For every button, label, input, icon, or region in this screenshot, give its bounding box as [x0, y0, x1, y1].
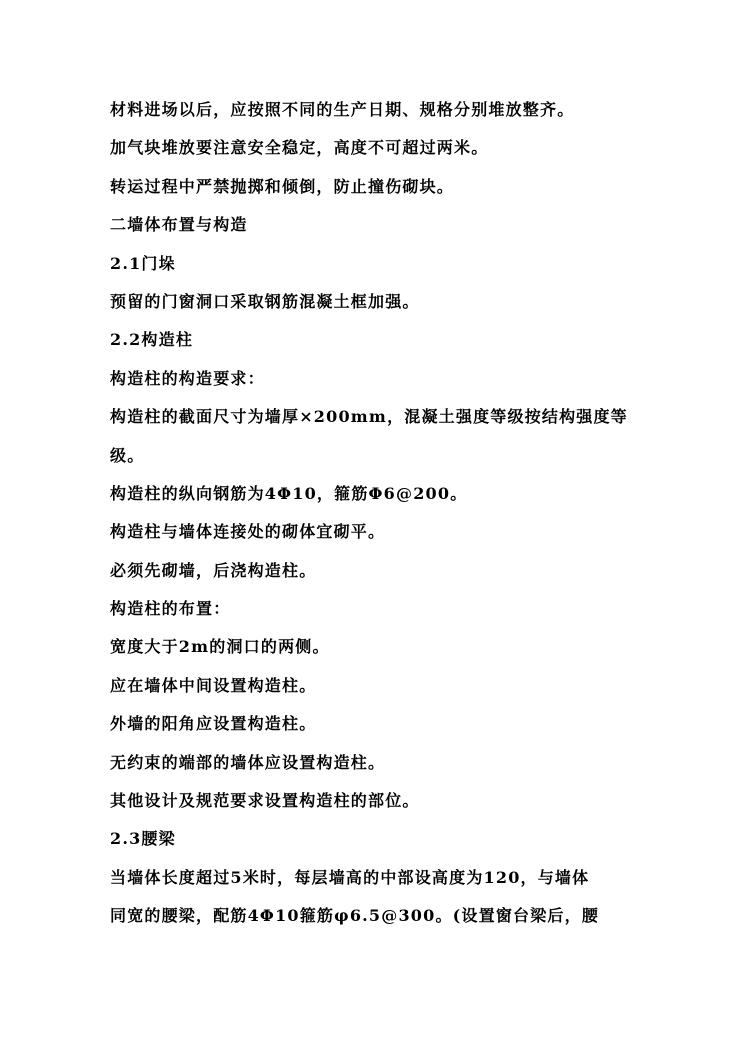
paragraph-line: 应在墙体中间设置构造柱。 [110, 675, 317, 695]
section-heading: 二墙体布置与构造 [110, 215, 248, 235]
paragraph-line: 预留的门窗洞口采取钢筋混凝土框加强。 [110, 291, 420, 311]
paragraph-line: 外墙的阳角应设置构造柱。 [110, 714, 317, 734]
paragraph-line: 材料进场以后，应按照不同的生产日期、规格分别堆放整齐。 [110, 100, 575, 119]
document-body [110, 91, 640, 936]
paragraph-line: 级。 [110, 445, 145, 465]
paragraph-line: 其他设计及规范要求设置构造柱的部位。 [110, 791, 420, 811]
paragraph-line: 加气块堆放要注意安全稳定，高度不可超过两米。 [110, 138, 489, 158]
paragraph-line: 构造柱与墙体连接处的砌体宜砌平。 [110, 522, 386, 542]
paragraph-line: 构造柱的纵向钢筋为4Φ10，箍筋Φ6@200。 [110, 483, 468, 503]
paragraph-line: 构造柱的布置： [110, 599, 231, 619]
paragraph-line: 同宽的腰梁，配筋4Φ10箍筋φ6.5@300。(设置窗台梁后，腰 [110, 906, 600, 926]
paragraph-line: 转运过程中严禁抛掷和倾倒，防止撞伤砌块。 [110, 176, 455, 196]
paragraph-line: 构造柱的截面尺寸为墙厚×200mm，混凝土强度等级按结构强度等 [110, 407, 628, 427]
paragraph-line: 无约束的端部的墙体应设置构造柱。 [110, 752, 386, 772]
paragraph-line: 构造柱的构造要求： [110, 368, 265, 388]
subsection-heading: 2.1门垛 [110, 253, 176, 273]
paragraph-line: 宽度大于2m的洞口的两侧。 [110, 637, 330, 657]
paragraph-line: 必须先砌墙，后浇构造柱。 [110, 560, 317, 580]
subsection-heading: 2.3腰梁 [110, 829, 176, 849]
paragraph-line: 当墙体长度超过5米时，每层墙高的中部设高度为120，与墙体 [110, 867, 590, 887]
subsection-heading: 2.2构造柱 [110, 330, 194, 350]
